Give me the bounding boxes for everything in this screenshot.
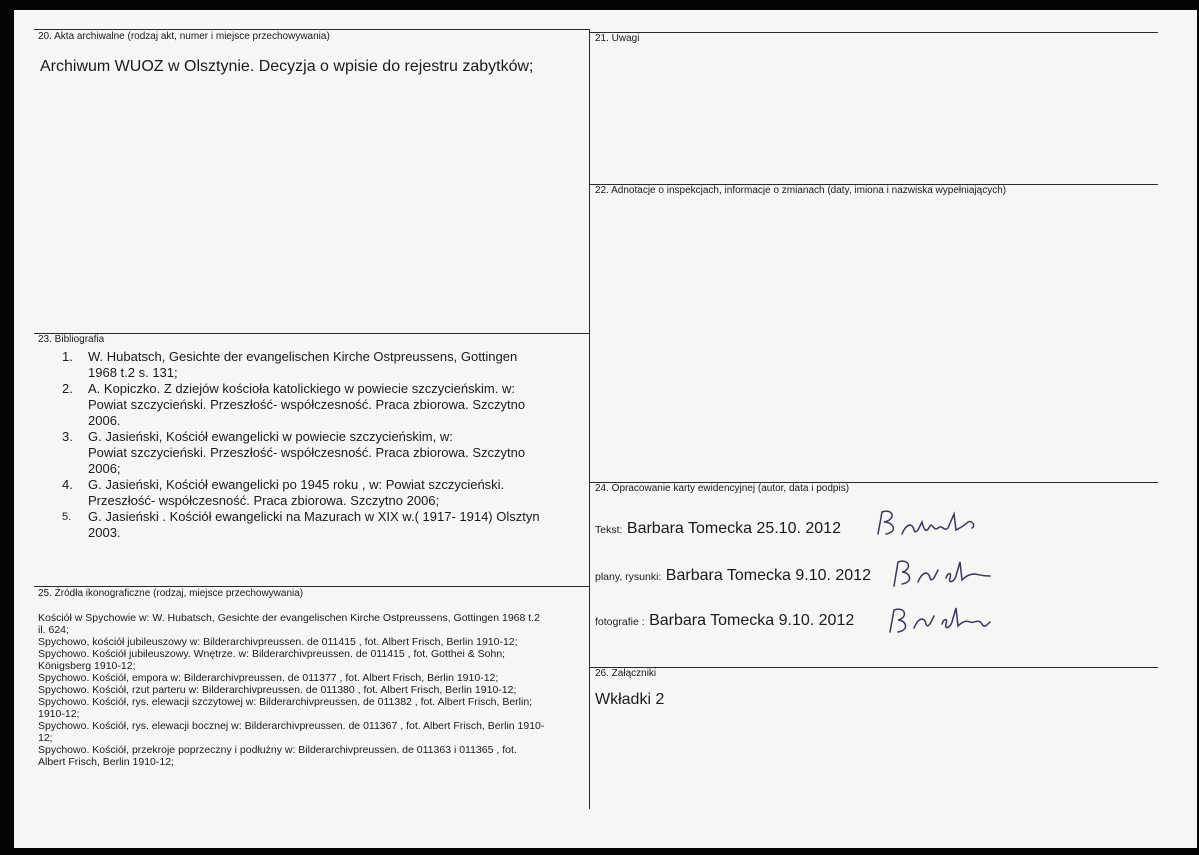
bibliography-item [62, 349, 602, 381]
section-25-label: 25. Źródła ikonograficzne (rodzaj, miejsce przechowywania) [38, 588, 304, 599]
signature-plans [890, 554, 1000, 590]
source-line: Spychowo. Kościół, rys. elewacji szczytowej w: Bilderarchivpreussen. de 011382 , fot. Albert Frisch, Berlin; [38, 696, 533, 708]
source-line: Spychowo, kościół jubileuszowy w: Bilderarchivpreussen. de 011415 , fot. Albert Frisch, Berlin 1910-12; [38, 636, 518, 648]
credit-text-caption: Tekst: [595, 524, 623, 536]
bibliography-item [62, 381, 602, 429]
divider-section-23 [34, 333, 590, 334]
bibliography-number: 1. [62, 349, 73, 364]
divider-top-left [34, 29, 590, 30]
credit-text-row [595, 520, 841, 538]
source-line: Spychowo. Kościół, rys. elewacji bocznej w: Bilderarchivpreussen. de 011367 , fot. Albert Frisch, Berlin 1910- [38, 720, 545, 732]
signature-photo [886, 600, 996, 636]
bibliography-item [62, 477, 602, 509]
bibliography-number: 2. [62, 381, 73, 396]
bibliography-line: G. Jasieński, Kościół ewangelicki w powiecie szczycieńskim, w: [88, 429, 453, 444]
bibliography-line: A. Kopiczko. Z dziejów kościoła katolickiego w powiecie szczycieńskim. w: [88, 381, 515, 396]
section-20-label: 20. Akta archiwalne (rodzaj akt, numer i miejsce przechowywania) [38, 31, 330, 42]
section-26-label: 26. Załączniki [595, 668, 657, 679]
source-line: Spychowo. Kościół jubileuszowy. Wnętrze. w: Bilderarchivpreussen. de 011415 , fot. Gotthei & Sohn; [38, 648, 506, 660]
bibliography-line: 2006. [88, 413, 121, 428]
source-line: Königsberg 1910-12; [38, 660, 136, 672]
bibliography-number: 4. [62, 477, 73, 492]
bibliography-line: W. Hubatsch, Gesichte der evangelischen Kirche Ostpreussens, Gottingen [88, 349, 518, 364]
source-line: Kościół w Spychowie w: W. Hubatsch, Gesichte der evangelischen Kirche Ostpreussens, Gottingen 1968 t.2 [38, 612, 540, 624]
credit-photo-caption: fotografie : [595, 616, 645, 628]
divider-section-26 [590, 667, 1158, 668]
bibliography-line: Przeszłość- współczesność. Praca zbiorowa. Szczytno 2006; [88, 493, 440, 508]
source-line: il. 624; [38, 624, 69, 636]
section-26-text: Wkładki 2 [595, 691, 665, 708]
source-line: 12; [38, 732, 53, 744]
credit-plans-caption: plany, rysunki: [595, 571, 662, 583]
bibliography-list [62, 349, 602, 541]
source-line: Albert Frisch, Berlin 1910-12; [38, 756, 174, 768]
bibliography-line: Powiat szczycieński. Przeszłość- współczesność. Praca zbiorowa. Szczytno [88, 445, 526, 460]
bibliography-line: G. Jasieński, Kościół ewangelicki po 1945 roku , w: Powiat szczycieński. [88, 477, 505, 492]
credit-photo-value: Barbara Tomecka 9.10. 2012 [649, 612, 855, 629]
bibliography-number: 3. [62, 429, 73, 444]
bibliography-line: 2006; [88, 461, 121, 476]
bibliography-line: Powiat szczycieński. Przeszłość- współczesność. Praca zbiorowa. Szczytno [88, 397, 526, 412]
source-line: Spychowo. Kościół, rzut parteru w: Bilderarchivpreussen. de 011380 , fot. Albert Frisch, Berlin 1910-12; [38, 684, 517, 696]
credit-text-value: Barbara Tomecka 25.10. 2012 [626, 520, 841, 537]
bibliography-number: 5. [62, 511, 72, 523]
signature-text [872, 504, 1002, 540]
bibliography-item [62, 429, 602, 477]
source-line: Spychowo. Kościół, empora w: Bilderarchivpreussen. de 011377 , fot. Albert Frisch, Berlin 1910-12; [38, 672, 499, 684]
credit-plans-row [595, 567, 871, 585]
source-line: 1910-12; [38, 708, 80, 720]
section-23-label: 23. Bibliografia [38, 334, 105, 345]
section-21-label: 21. Uwagi [595, 33, 640, 44]
document-page [14, 10, 1197, 848]
divider-section-25 [34, 586, 590, 587]
section-22-label: 22. Adnotacje o inspekcjach, informacje o zmianach (daty, imiona i nazwiska wypełniających) [595, 185, 1007, 196]
source-line: Spychowo. Kościół, przekroje poprzeczny i podłużny w: Bilderarchivpreussen. de 011363 i 011365 , fot. [38, 744, 517, 756]
divider-top-right [590, 32, 1158, 33]
bibliography-line: 2003. [88, 525, 121, 540]
section-20-text: Archiwum WUOZ w Olsztynie. Decyzja o wpisie do rejestru zabytków; [40, 58, 534, 75]
bibliography-item [62, 509, 602, 541]
bibliography-line: G. Jasieński . Kościół ewangelicki na Mazurach w XIX w.( 1917- 1914) Olsztyn [88, 509, 540, 524]
section-24-label: 24. Opracowanie karty ewidencyjnej (autor, data i podpis) [595, 483, 850, 494]
credit-plans-value: Barbara Tomecka 9.10. 2012 [665, 567, 871, 584]
bibliography-line: 1968 t.2 s. 131; [88, 365, 178, 380]
credit-photo-row [595, 612, 854, 630]
iconographic-sources [38, 612, 598, 768]
